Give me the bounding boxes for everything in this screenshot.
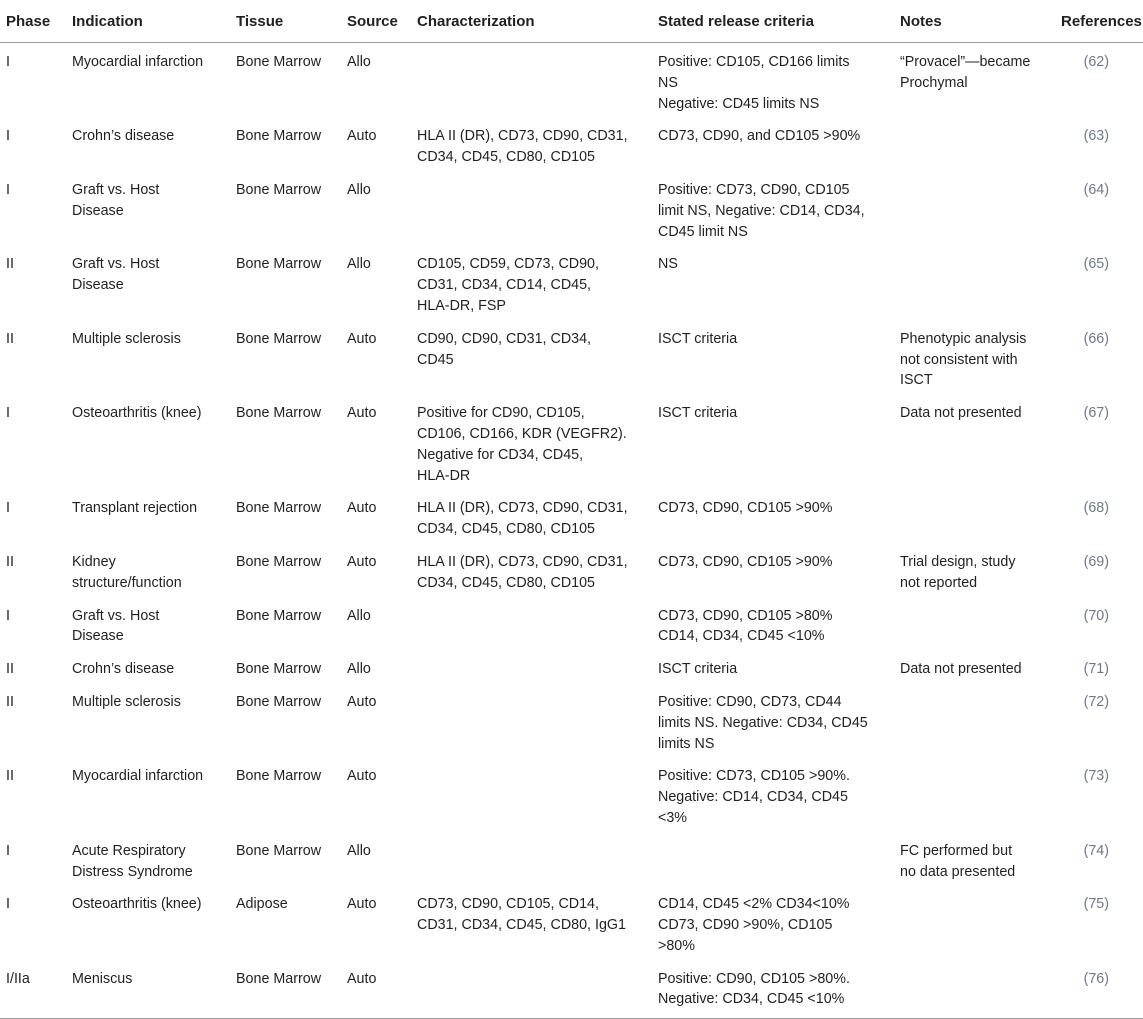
cell-characterization-line: CD31, CD34, CD14, CD45,: [417, 277, 592, 294]
cell-indication: [66, 757, 230, 831]
cell-tissue: Bone Marrow: [236, 500, 322, 517]
cell-release-criteria-line: Negative: CD34, CD45 <10%: [658, 991, 845, 1008]
header-notes: Notes: [894, 0, 1055, 43]
cell-release-criteria: [652, 960, 894, 1019]
cell-release-criteria: [652, 650, 894, 683]
cell-source: Allo: [347, 54, 371, 70]
cell-release-criteria: [652, 832, 894, 886]
cell-source: Auto: [347, 896, 377, 913]
cell-release-criteria: [652, 683, 894, 757]
cell-phase: II: [6, 330, 14, 347]
cell-characterization-line: HLA-DR, FSP: [417, 297, 506, 314]
cell-release-criteria-line: NS: [658, 74, 678, 91]
cell-indication-line: Multiple sclerosis: [72, 693, 181, 710]
cell-reference[interactable]: (65): [1083, 256, 1109, 273]
cell-reference[interactable]: (63): [1083, 128, 1109, 145]
cell-notes: [894, 597, 1055, 651]
cell-phase: I: [6, 896, 10, 913]
cell-indication-line: Kidney: [72, 553, 116, 570]
cell-characterization: [411, 597, 652, 651]
cell-source: Auto: [341, 960, 411, 1019]
cell-characterization-line: CD31, CD34, CD45, CD80, IgG1: [417, 917, 626, 934]
cell-indication: [66, 489, 230, 543]
cell-indication-line: Meniscus: [72, 970, 133, 987]
cell-indication-line: Disease: [72, 277, 124, 294]
cell-indication-line: Disease: [72, 202, 124, 219]
cell-release-criteria: [652, 394, 894, 489]
cell-indication-line: Osteoarthritis (knee): [72, 896, 202, 913]
cell-release-criteria-line: ISCT criteria: [658, 405, 738, 422]
cell-indication: [66, 650, 230, 683]
cell-release-criteria-line: Positive: CD73, CD105 >90%.: [658, 768, 850, 785]
cell-release-criteria: [652, 597, 894, 651]
cell-release-criteria-line: limits NS: [658, 735, 715, 752]
cell-characterization: [411, 650, 652, 683]
cell-release-criteria: [652, 117, 894, 171]
header-tissue: Tissue: [230, 0, 341, 43]
table-row: [0, 43, 1143, 118]
cell-release-criteria-line: ISCT criteria: [658, 661, 738, 678]
cell-release-criteria-line: CD14, CD45 <2% CD34<10%: [658, 896, 850, 913]
cell-tissue: Bone Marrow: [236, 256, 322, 273]
cell-characterization-line: Negative for CD34, CD45,: [417, 446, 584, 463]
cell-tissue: Bone Marrow: [236, 842, 322, 859]
cell-indication-line: Osteoarthritis (knee): [72, 405, 202, 422]
cell-notes-line: no data presented: [900, 863, 1016, 880]
cell-characterization-line: HLA-DR: [417, 467, 471, 484]
cell-tissue: Bone Marrow: [230, 960, 341, 1019]
cell-indication: [66, 320, 230, 394]
cell-indication-line: Crohn’s disease: [72, 661, 175, 678]
cell-indication: [66, 245, 230, 319]
table-row: [0, 245, 1143, 319]
table-row: [0, 597, 1143, 651]
cell-indication-line: Graft vs. Host: [72, 607, 160, 624]
cell-source: Auto: [347, 500, 377, 517]
cell-characterization: [411, 394, 652, 489]
cell-indication-line: Multiple sclerosis: [72, 330, 181, 347]
cell-phase: I/IIa: [0, 960, 66, 1019]
cell-release-criteria-line: CD73, CD90, CD105 >80%: [658, 607, 833, 624]
cell-indication-line: Crohn’s disease: [72, 128, 175, 145]
cell-indication: [66, 832, 230, 886]
cell-notes-line: Phenotypic analysis: [900, 330, 1027, 347]
cell-phase: II: [6, 256, 14, 273]
cell-source: Allo: [347, 842, 371, 859]
cell-indication-line: Myocardial infarction: [72, 54, 204, 70]
cell-tissue: Bone Marrow: [236, 181, 322, 198]
cell-notes: [894, 650, 1055, 683]
cell-release-criteria-line: NS: [658, 256, 678, 273]
cell-characterization-line: HLA II (DR), CD73, CD90, CD31,: [417, 128, 628, 145]
cell-characterization-line: CD73, CD90, CD105, CD14,: [417, 896, 599, 913]
cell-tissue: Bone Marrow: [236, 607, 322, 624]
cell-reference[interactable]: (62): [1083, 54, 1109, 70]
table-row: [0, 117, 1143, 171]
cell-indication: [66, 171, 230, 245]
cell-release-criteria: [652, 885, 894, 959]
cell-release-criteria-line: ISCT criteria: [658, 330, 738, 347]
cell-indication: [66, 597, 230, 651]
cell-reference[interactable]: (69): [1083, 553, 1109, 570]
cell-indication-line: Disease: [72, 628, 124, 645]
cell-notes-line: Prochymal: [900, 74, 968, 91]
cell-indication: [66, 117, 230, 171]
cell-tissue: Bone Marrow: [236, 405, 322, 422]
table-row: [0, 171, 1143, 245]
cell-phase: I: [6, 500, 10, 517]
table-row: [0, 650, 1143, 683]
table-row: [0, 394, 1143, 489]
cell-notes-line: ISCT: [900, 372, 933, 389]
cell-release-criteria-line: Negative: CD45 limits NS: [658, 95, 820, 112]
cell-indication: [66, 885, 230, 959]
cell-phase: I: [6, 54, 10, 70]
cell-notes-line: Data not presented: [900, 661, 1022, 678]
cell-reference[interactable]: (73): [1083, 768, 1109, 785]
cell-characterization: [411, 757, 652, 831]
cell-tissue: Bone Marrow: [236, 128, 322, 145]
cell-indication-line: Myocardial infarction: [72, 768, 204, 785]
cell-characterization-line: HLA II (DR), CD73, CD90, CD31,: [417, 500, 628, 517]
cell-notes: [894, 543, 1055, 597]
cell-release-criteria: [652, 489, 894, 543]
cell-release-criteria-line: CD73, CD90 >90%, CD105: [658, 917, 833, 934]
cell-notes: [894, 43, 1055, 118]
cell-characterization: [411, 320, 652, 394]
cell-characterization: [411, 43, 652, 118]
cell-characterization: [411, 117, 652, 171]
cell-tissue: Bone Marrow: [236, 54, 322, 70]
cell-release-criteria: [652, 320, 894, 394]
cell-tissue: Adipose: [236, 896, 288, 913]
cell-release-criteria: [652, 245, 894, 319]
cell-release-criteria-line: CD73, CD90, and CD105 >90%: [658, 128, 861, 145]
cell-notes: [894, 757, 1055, 831]
cell-source: Auto: [347, 553, 377, 570]
cell-indication-line: Graft vs. Host: [72, 181, 160, 198]
cell-characterization: [411, 885, 652, 959]
table-row: [0, 885, 1143, 959]
table-row: [0, 832, 1143, 886]
header-row: [0, 0, 1143, 43]
cell-notes: [894, 117, 1055, 171]
cell-release-criteria-line: Positive: CD90, CD73, CD44: [658, 693, 842, 710]
cell-indication-line: structure/function: [72, 574, 182, 591]
cell-notes-line: not reported: [900, 574, 978, 591]
cell-source: Auto: [347, 128, 377, 145]
cell-indication: [66, 543, 230, 597]
cell-notes: [894, 320, 1055, 394]
cell-notes: [894, 489, 1055, 543]
cell-indication-line: Acute Respiratory: [72, 842, 186, 859]
cell-reference[interactable]: (76): [1055, 960, 1143, 1019]
header-characterization: Characterization: [411, 0, 652, 43]
header-source: Source: [341, 0, 411, 43]
cell-reference[interactable]: (68): [1083, 500, 1109, 517]
cell-release-criteria-line: >80%: [658, 937, 695, 954]
header-phase: Phase: [0, 0, 66, 43]
cell-source: Allo: [347, 607, 371, 624]
cell-phase: II: [6, 661, 14, 678]
cell-source: Auto: [347, 693, 377, 710]
cell-release-criteria-line: CD73, CD90, CD105 >90%: [658, 553, 833, 570]
cell-tissue: Bone Marrow: [236, 553, 322, 570]
cell-phase: I: [6, 405, 10, 422]
cell-reference[interactable]: (74): [1083, 842, 1109, 859]
cell-tissue: Bone Marrow: [236, 661, 322, 678]
cell-source: Auto: [347, 330, 377, 347]
table-row: [0, 320, 1143, 394]
cell-phase: II: [6, 553, 14, 570]
cell-characterization-line: HLA II (DR), CD73, CD90, CD31,: [417, 553, 628, 570]
cell-phase: I: [6, 607, 10, 624]
cell-characterization-line: CD34, CD45, CD80, CD105: [417, 149, 595, 166]
cell-release-criteria: [652, 43, 894, 118]
cell-indication-line: Graft vs. Host: [72, 256, 160, 273]
cell-release-criteria-line: limit NS, Negative: CD14, CD34,: [658, 202, 865, 219]
cell-notes: [894, 885, 1055, 959]
cell-characterization-line: CD106, CD166, KDR (VEGFR2).: [417, 425, 627, 442]
cell-phase: II: [6, 693, 14, 710]
table-body: [0, 43, 1143, 1019]
cell-tissue: Bone Marrow: [236, 693, 322, 710]
cell-indication: [66, 960, 230, 1019]
cell-characterization-line: CD105, CD59, CD73, CD90,: [417, 256, 599, 273]
header-indication: Indication: [66, 0, 230, 43]
cell-source: Allo: [347, 661, 371, 678]
cell-notes: [894, 832, 1055, 886]
cell-characterization-line: CD34, CD45, CD80, CD105: [417, 521, 595, 538]
cell-notes: [894, 960, 1055, 1019]
cell-characterization: [411, 960, 652, 1019]
cell-release-criteria: [652, 757, 894, 831]
cell-reference[interactable]: (75): [1083, 896, 1109, 913]
cell-release-criteria-line: <3%: [658, 809, 688, 826]
cell-reference[interactable]: (72): [1083, 693, 1109, 710]
cell-indication: [66, 683, 230, 757]
cell-release-criteria-line: Negative: CD14, CD34, CD45: [658, 789, 848, 806]
cell-phase: II: [6, 768, 14, 785]
cell-source: Allo: [347, 181, 371, 198]
table-row: [0, 960, 1143, 1019]
cell-release-criteria-line: CD45 limit NS: [658, 223, 748, 240]
table-row: [0, 683, 1143, 757]
cell-source: Auto: [347, 405, 377, 422]
header-references: References: [1055, 0, 1143, 43]
cell-reference[interactable]: (64): [1083, 181, 1109, 198]
cell-characterization-line: Positive for CD90, CD105,: [417, 405, 585, 422]
cell-indication-line: Distress Syndrome: [72, 863, 193, 880]
cell-reference[interactable]: (70): [1083, 607, 1109, 624]
cell-tissue: Bone Marrow: [236, 768, 322, 785]
cell-release-criteria: [652, 543, 894, 597]
cell-notes-line: Data not presented: [900, 405, 1022, 422]
cell-reference[interactable]: (67): [1083, 405, 1109, 422]
cell-indication-line: Transplant rejection: [72, 500, 198, 517]
cell-characterization: [411, 245, 652, 319]
cell-reference[interactable]: (71): [1083, 661, 1109, 678]
cell-release-criteria-line: limits NS. Negative: CD34, CD45: [658, 714, 868, 731]
cell-characterization-line: CD90, CD90, CD31, CD34,: [417, 330, 592, 347]
cell-indication: [66, 394, 230, 489]
table-row: [0, 543, 1143, 597]
cell-reference[interactable]: (66): [1083, 330, 1109, 347]
cell-source: Auto: [347, 768, 377, 785]
cell-release-criteria-line: CD14, CD34, CD45 <10%: [658, 628, 825, 645]
cell-tissue: Bone Marrow: [236, 330, 322, 347]
cell-phase: I: [6, 842, 10, 859]
cell-notes-line: “Provacel”—became: [900, 54, 1031, 70]
cell-release-criteria-line: Positive: CD73, CD90, CD105: [658, 181, 850, 198]
cell-notes: [894, 683, 1055, 757]
cell-notes-line: not consistent with: [900, 351, 1018, 368]
cell-indication: [66, 43, 230, 118]
cell-notes: [894, 245, 1055, 319]
table-row: [0, 757, 1143, 831]
cell-release-criteria-line: CD73, CD90, CD105 >90%: [658, 500, 833, 517]
cell-characterization: [411, 832, 652, 886]
cell-characterization-line: CD34, CD45, CD80, CD105: [417, 574, 595, 591]
cell-characterization: [411, 489, 652, 543]
cell-characterization: [411, 683, 652, 757]
cell-notes-line: FC performed but: [900, 842, 1013, 859]
cell-notes: [894, 171, 1055, 245]
cell-source: Allo: [347, 256, 371, 273]
cell-characterization: [411, 543, 652, 597]
cell-characterization-line: CD45: [417, 351, 454, 368]
cell-phase: I: [6, 128, 10, 145]
cell-characterization: [411, 171, 652, 245]
cell-release-criteria-line: Positive: CD105, CD166 limits: [658, 54, 850, 70]
cell-release-criteria: [652, 171, 894, 245]
table-row: [0, 489, 1143, 543]
cell-notes: [894, 394, 1055, 489]
cell-release-criteria-line: Positive: CD90, CD105 >80%.: [658, 970, 850, 987]
header-release-criteria: Stated release criteria: [652, 0, 894, 43]
cell-phase: I: [6, 181, 10, 198]
cell-notes-line: Trial design, study: [900, 553, 1016, 570]
